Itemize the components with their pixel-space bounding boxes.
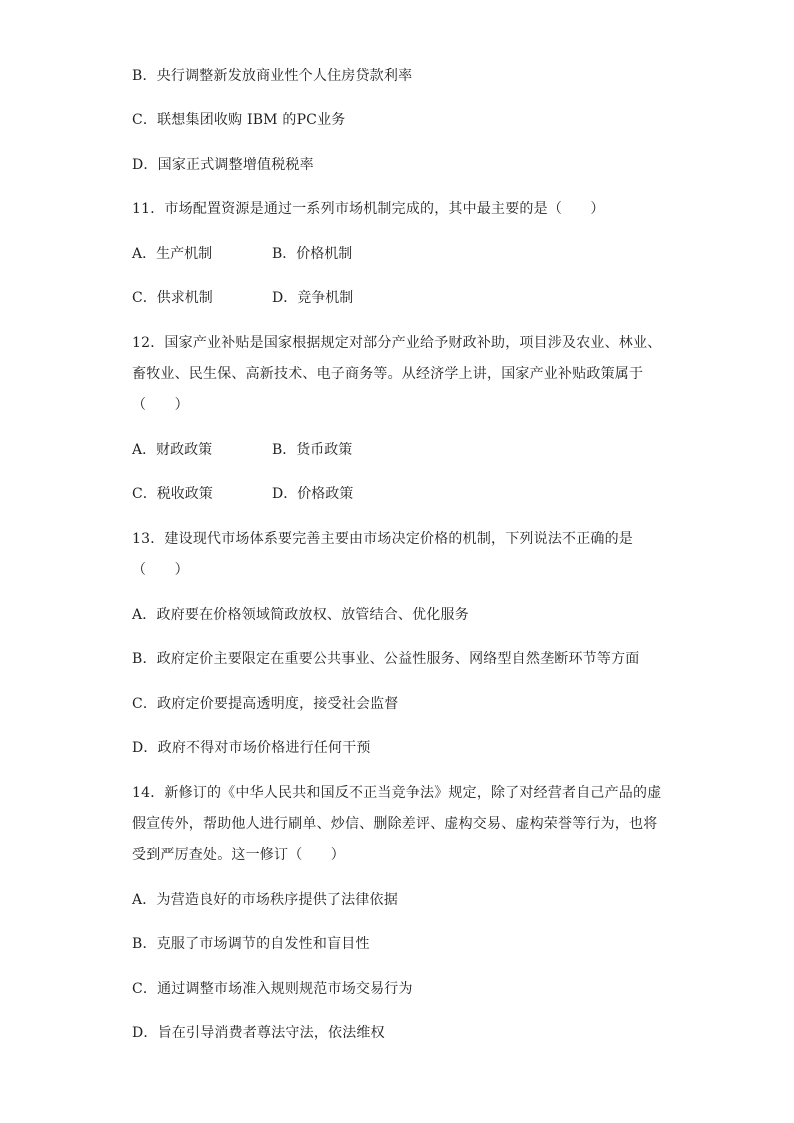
q12-stem-line-1: 12．国家产业补贴是国家根据规定对部分产业给予财政补助，项目涉及农业、林业、 — [132, 335, 662, 351]
q13-option-c: C．政府定价要提高透明度，接受社会监督 — [132, 696, 399, 712]
q11-option-b: B．价格机制 — [272, 246, 353, 262]
q12-stem-line-3: （ ） — [132, 397, 189, 413]
q12-option-a: A．财政政策 — [132, 442, 213, 458]
q11-stem: 11．市场配置资源是通过一系列市场机制完成的，其中最主要的是（ ） — [132, 201, 605, 217]
q11-options-row-2 — [132, 288, 354, 308]
q11-option-c: C．供求机制 — [132, 290, 213, 306]
q12-option-d: D．价格政策 — [272, 486, 354, 502]
q13-option-d: D．政府不得对市场价格进行任何干预 — [132, 740, 371, 756]
q14-option-c: C．通过调整市场准入规则规范市场交易行为 — [132, 981, 413, 997]
q12-options-row-1 — [132, 440, 353, 460]
q14-option-d: D．旨在引导消费者尊法守法，依法维权 — [132, 1025, 385, 1041]
q12-option-b: B．货币政策 — [272, 442, 353, 458]
q13-option-b: B．政府定价主要限定在重要公共事业、公益性服务、网络型自然垄断环节等方面 — [132, 651, 640, 667]
q11-options-row-1 — [132, 244, 353, 264]
q12-stem-line-2: 畜牧业、民生保、高新技术、电子商务等。从经济学上讲，国家产业补贴政策属于 — [132, 366, 644, 382]
q13-option-a: A．政府要在价格领域简政放权、放管结合、优化服务 — [132, 607, 469, 623]
q13-stem-line-1: 13．建设现代市场体系要完善主要由市场决定价格的机制，下列说法不正确的是 — [132, 531, 634, 547]
q10-option-b: B．央行调整新发放商业性个人住房贷款利率 — [132, 68, 413, 84]
q14-stem-line-1: 14．新修订的《中华人民共和国反不正当竞争法》规定，除了对经营者自己产品的虚 — [132, 785, 662, 801]
q10-option-c: C．联想集团收购 IBM 的PC业务 — [132, 112, 346, 128]
q14-option-b: B．克服了市场调节的自发性和盲目性 — [132, 936, 370, 952]
q14-stem-line-3: 受到严厉查处。这一修订（ ） — [132, 847, 345, 863]
q12-option-c: C．税收政策 — [132, 486, 213, 502]
q11-option-a: A．生产机制 — [132, 246, 213, 262]
q14-option-a: A．为营造良好的市场秩序提供了法律依据 — [132, 892, 398, 908]
q10-option-d: D．国家正式调整增值税税率 — [132, 157, 314, 173]
q14-stem-line-2: 假宣传外，帮助他人进行刷单、炒信、删除差评、虚构交易、虚构荣誉等行为，也将 — [132, 816, 658, 832]
q12-options-row-2 — [132, 484, 354, 504]
q13-stem-line-2: （ ） — [132, 562, 189, 578]
q11-option-d: D．竞争机制 — [272, 290, 354, 306]
